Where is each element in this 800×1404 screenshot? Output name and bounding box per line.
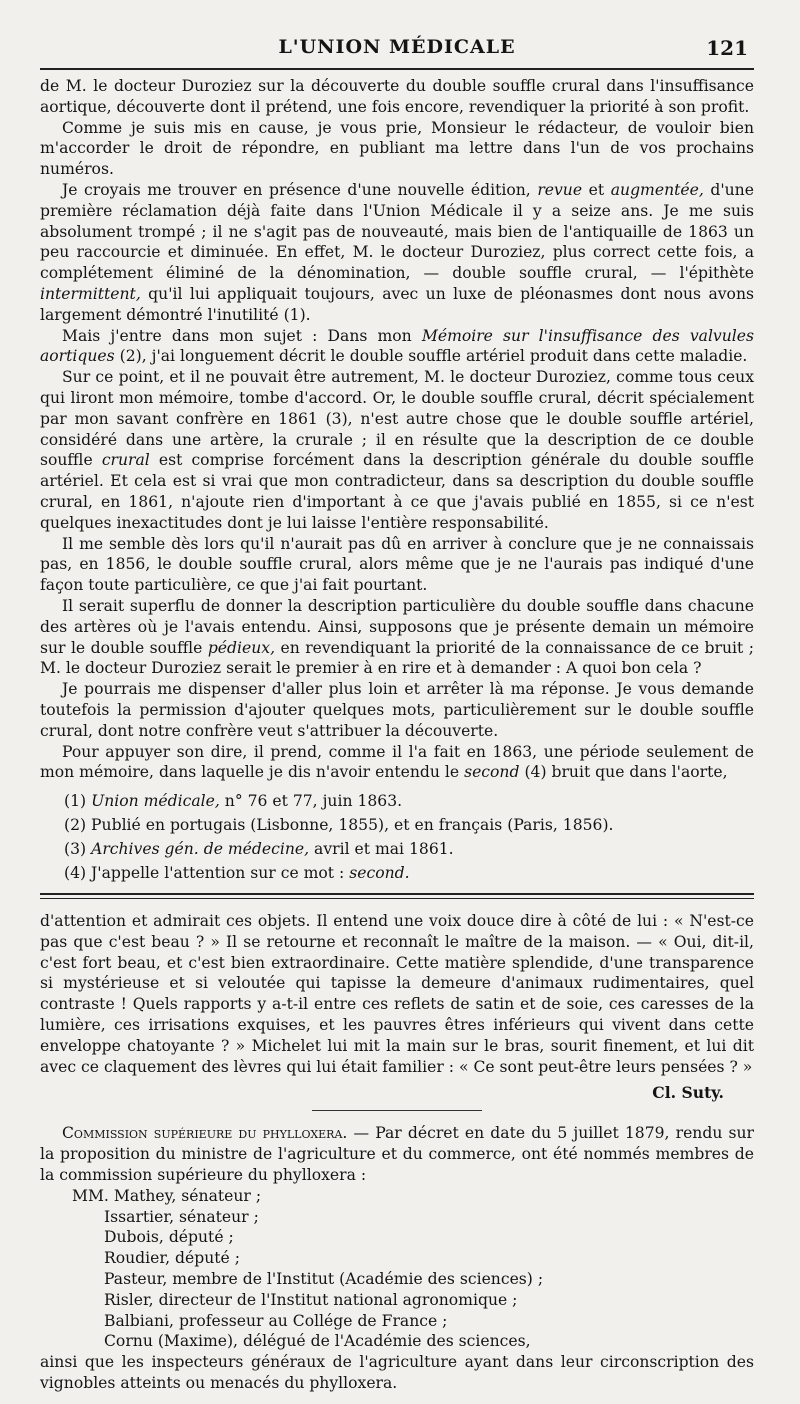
list-item: Dubois, député ; (104, 1228, 234, 1247)
header-rule (40, 68, 754, 70)
footnote: (4) J'appelle l'attention sur ce mot : second. (64, 864, 410, 883)
paragraph: Pour appuyer son dire, il prend, comme il l'a fait en 1863, une période seulement de mon mémoire, dans laquelle je dis n'avoir entendu le second (4) bruit que dans l'aorte, (40, 742, 754, 782)
second-article (40, 911, 754, 1077)
paragraph: Il me semble dès lors qu'il n'aurait pas dû en arriver à conclure que je ne connaissais pas, en 1856, le double souffle crural, alors même que je ne l'aurais pas indiqué d'une façon toute particulière, ce que j'ai fait pourtant. (40, 534, 754, 595)
paragraph: Je pourrais me dispenser d'aller plus loin et arrêter là ma réponse. Je vous demande toutefois la permission d'ajouter quelques mots, particulièrement sur le double souffle crural, dont notre confrère veut s'attribuer la découverte. (40, 680, 754, 740)
paragraph: Mais j'entre dans mon sujet : Dans mon Mémoire sur l'insuffisance des valvules aortiques (2), j'ai longuement décrit le double souffle artériel produit dans cette maladie. (40, 326, 754, 366)
running-title: L'UNION MÉDICALE (278, 36, 516, 58)
footnote: (2) Publié en portugais (Lisbonne, 1855), et en français (Paris, 1856). (64, 816, 614, 835)
page-number: 121 (706, 36, 748, 60)
member-list (72, 1186, 754, 1352)
list-item: Balbiani, professeur au Collége de France ; (104, 1311, 448, 1330)
commission-notice (40, 1123, 754, 1185)
paragraph: Commission supérieure du phylloxera. — Par décret en date du 5 juillet 1879, rendu sur la proposition du ministre de l'agriculture et du commerce, ont été nommés membres de la commission supérieure du phylloxera : (40, 1124, 754, 1185)
signature: Cl. Suty. (652, 1083, 724, 1103)
footnote: (1) Union médicale, n° 76 et 77, juin 1863. (64, 792, 403, 811)
list-item: Issartier, sénateur ; (104, 1207, 259, 1226)
running-header (40, 28, 754, 68)
paragraph: de M. le docteur Duroziez sur la découverte du double souffle crural dans l'insuffisance aortique, découverte dont il prétend, une fois encore, revendiquer la priorité à son profit. (40, 77, 754, 116)
footnotes (64, 789, 754, 885)
paragraph: d'attention et admirait ces objets. Il entend une voix douce dire à côté de lui : « N'est-ce pas que c'est beau ? » Il se retourne et reconnaît le maître de la maison. — « Oui, dit-il, c'est fort beau, et c'est bien extraordinaire. Cette matière splendide, d'une transparence si mystérieuse et si veloutée qui tapisse la demeure d'animaux rudimentaires, quel contraste ! Quels rapports y a-t-il entre ces reflets de satin et de soie, ces caresses de la lumière, ces irrisations exquises, et les pauvres êtres inférieurs qui vivent dans cette enveloppe chatoyante ? » Michelet lui mit la main sur le bras, sourit finement, et lui dit avec ce claquement des lèvres qui lui était familier : « Ce sont peut-être leurs pensées ? » (40, 912, 754, 1076)
paragraph: Il serait superflu de donner la description particulière du double souffle dans chacune des artères où je l'avais entendu. Ainsi, supposons que je présente demain un mémoire sur le double souffle pédieux, en revendiquant la priorité de la connaissance de ce bruit ; M. le docteur Duroziez serait le premier à en rire et à demander : A quoi bon cela ? (40, 596, 754, 678)
list-item: Pasteur, membre de l'Institut (Académie des sciences) ; (104, 1270, 544, 1289)
paragraph: Je croyais me trouver en présence d'une nouvelle édition, revue et augmentée, d'une première réclamation déjà faite dans l'Union Médicale il y a seize ans. Je me suis absolument trompé ; il ne s'agit pas de nouveauté, mais bien de l'antiquaille de 1863 un peu raccourcie et diminuée. En effet, M. le docteur Duroziez, plus correct cette fois, a complétement éliminé de la dénomination, — double souffle crural, — l'épithète intermittent, qu'il lui appliquait toujours, avec un luxe de pléonasmes dont nous avons largement démontré l'inutilité (1). (40, 180, 754, 324)
list-item: Risler, directeur de l'Institut national agronomique ; (104, 1290, 518, 1309)
list-item: Cornu (Maxime), délégué de l'Académie des sciences, (104, 1332, 531, 1351)
footnote: (3) Archives gén. de médecine, avril et mai 1861. (64, 840, 454, 859)
paragraph: ainsi que les inspecteurs généraux de l'agriculture ayant dans leur circonscription des vignobles atteints ou menacés du phylloxera. (40, 1353, 754, 1393)
paragraph: Sur ce point, et il ne pouvait être autrement, M. le docteur Duroziez, comme tous ceux qui liront mon mémoire, tombe d'accord. Or, le double souffle crural, décrit spécialement par mon savant confrère en 1861 (3), n'est autre chose que le double souffle artériel, considéré dans une artère, la crurale ; il en résulte que la description de ce double souffle crural est comprise forcément dans la description générale du double souffle artériel. Et cela est si vrai que mon contradicteur, dans sa description du double souffle crural, en 1861, n'ajoute rien d'important à ce que j'avais publié en 1855, si ce n'est quelques inexactitudes dont je lui laisse l'entière responsabilité. (40, 368, 754, 532)
list-item: Roudier, député ; (104, 1249, 240, 1268)
commission-closing (40, 1352, 754, 1394)
section-divider (40, 893, 754, 899)
article-body (40, 76, 754, 783)
list-item: MM. Mathey, sénateur ; (72, 1186, 262, 1205)
paragraph: Comme je suis mis en cause, je vous prie, Monsieur le rédacteur, de vouloir bien m'accorder le droit de répondre, en publiant ma lettre dans l'un de vos prochains numéros. (40, 118, 754, 179)
short-divider (312, 1110, 482, 1111)
section-title: Commission supérieure du phylloxera. (62, 1124, 348, 1143)
